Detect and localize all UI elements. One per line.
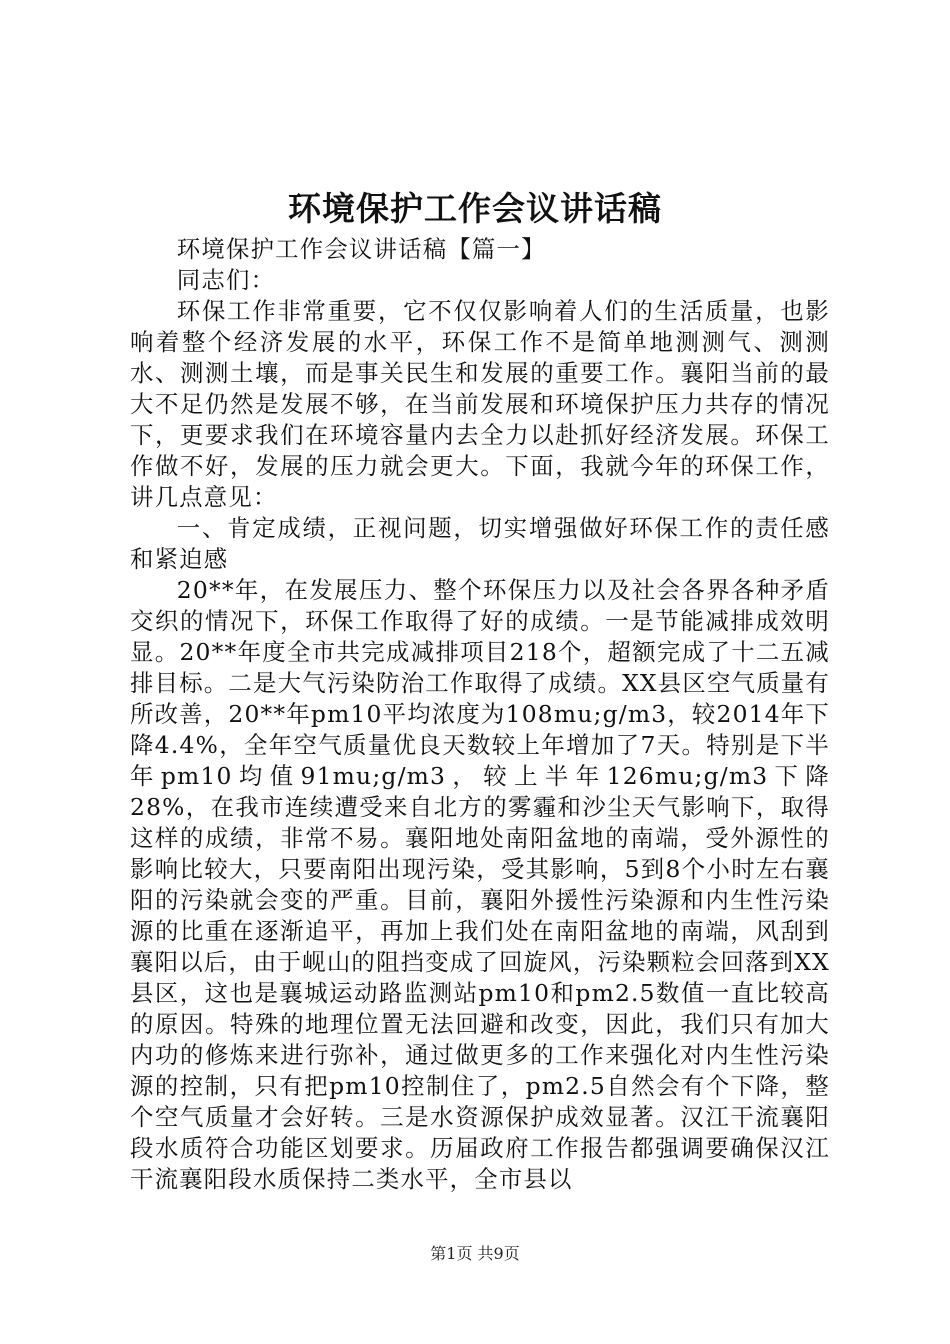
subheading: 一、肯定成绩，正视问题，切实增强做好环保工作的责任感和紧迫感 (130, 514, 830, 573)
document-title: 环境保护工作会议讲话稿 (288, 189, 662, 228)
section-heading: 环境保护工作会议讲话稿【篇一】 (176, 235, 546, 263)
paragraph: 20**年，在发展压力、整个环保压力以及社会各界各种矛盾交织的情况下，环保工作取得了好的成绩。一是节能减排成效明显。20**年度全市共完成减排项目218个，超额完成了十二五减排目标。二是大气污染防治工作取得了成绩。XX县区空气质量有所改善，20**年pm10平均浓度为108mu;g/m3，较2014年下降4.4%，全年空气质量优良天数较上年增加了7天。特别是下半年pm10均值91mu;g/m3，较上半年126mu;g/m3下降28%，在我市连续遭受来自北方的雾霾和沙尘天气影响下，取得这样的成绩，非常不易。襄阳地处南阳盆地的南端，受外源性的影响比较大，只要南阳出现污染，受其影响，5到8个小时左右襄阳的污染就会变的严重。目前，襄阳外援性污染源和内生性污染源的比重在逐渐追平，再加上我们处在南阳盆地的南端，风刮到襄阳以后，由于岘山的阻挡变成了回旋风，污染颗粒会回落到XX县区，这也是襄城运动路监测站pm10和pm2.5数值一直比较高的原因。特殊的地理位置无法回避和改变，因此，我们只有加大内功的修炼来进行弥补，通过做更多的工作来强化对内生性污染源的控制，只有把pm10控制住了，pm2.5自然会有个下降，整个空气质量才会好转。三是水资源保护成效显著。汉江干流襄阳段水质符合功能区划要求。历届政府工作报告都强调要确保汉江干流襄阳段水质保持二类水平，全市县以 (130, 576, 830, 1193)
page-footer: 第1页 共9页 (430, 1244, 520, 1263)
document-body (130, 234, 830, 1195)
salutation: 同志们： (176, 266, 276, 294)
paragraph: 环保工作非常重要，它不仅仅影响着人们的生活质量，也影响着整个经济发展的水平，环保工作不是简单地测测气、测测水、测测土壤，而是事关民生和发展的重要工作。襄阳当前的最大不足仍然是发展不够，在当前发展和环境保护压力共存的情况下，更要求我们在环境容量内去全力以赴抓好经济发展。环保工作做不好，发展的压力就会更大。下面，我就今年的环保工作，讲几点意见： (130, 297, 830, 511)
